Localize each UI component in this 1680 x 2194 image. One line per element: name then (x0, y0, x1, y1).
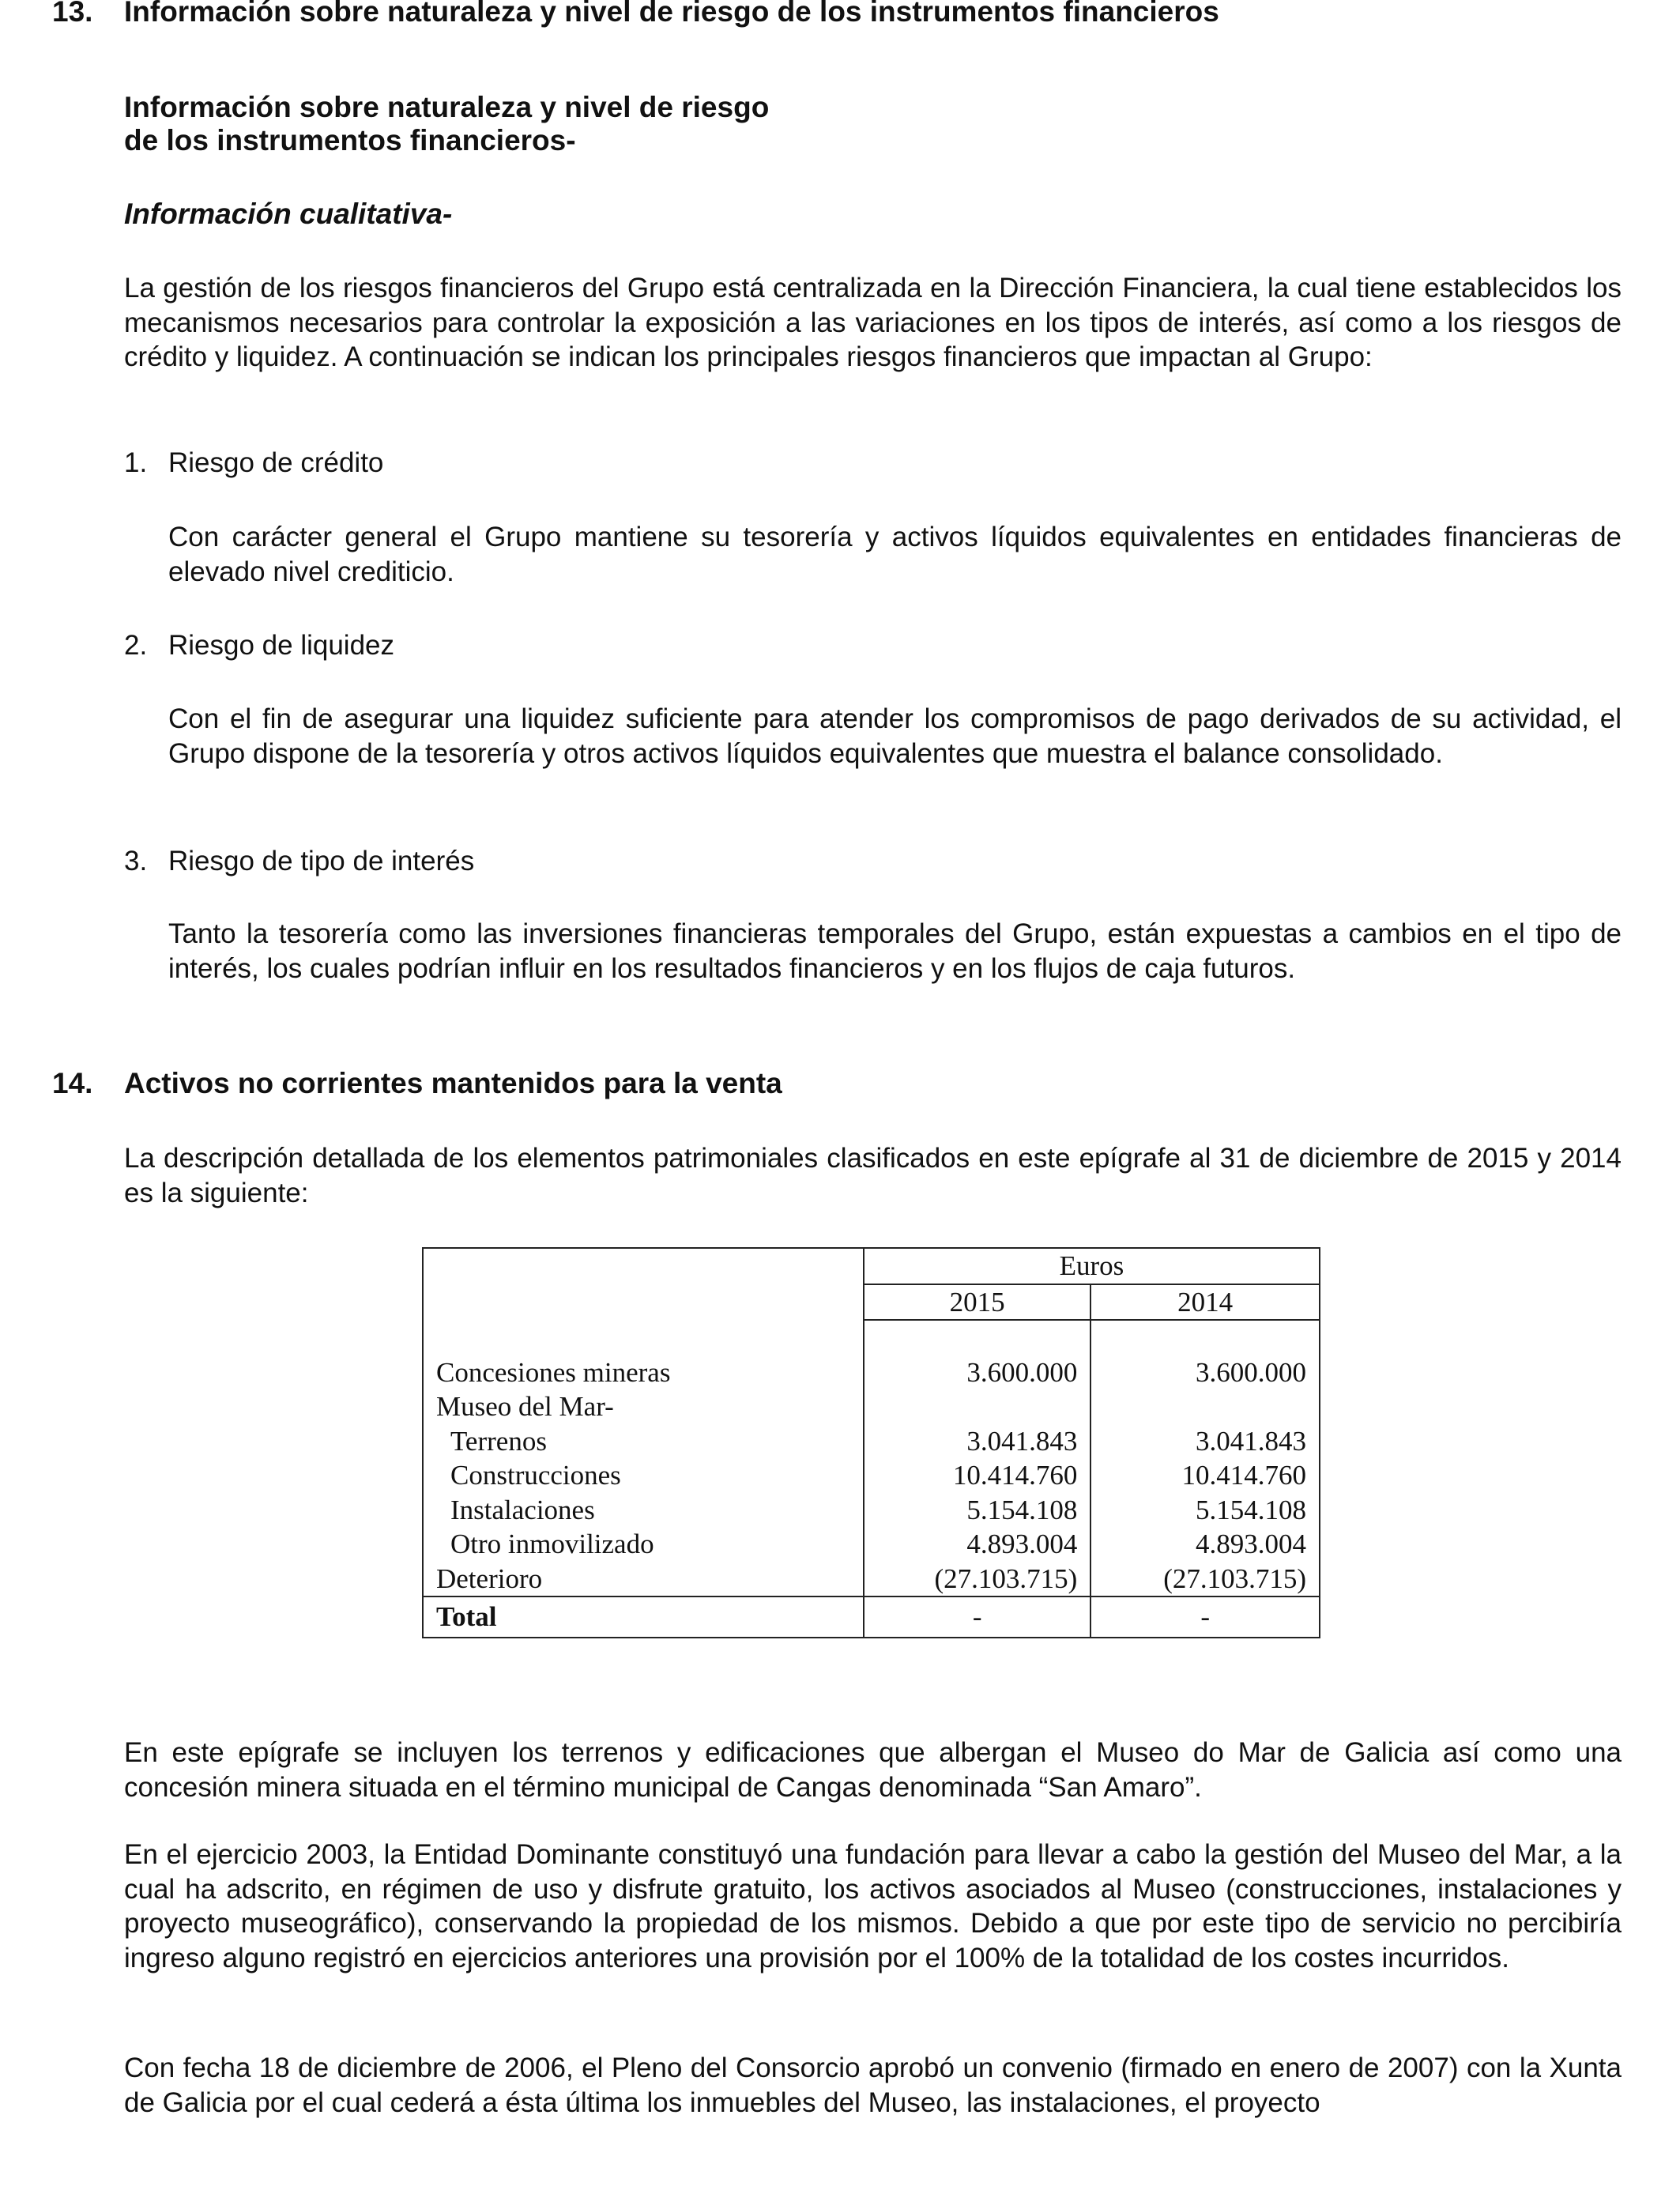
assets-held-for-sale-table (422, 1247, 1320, 1638)
section-14-intro: La descripción detallada de los elementos patrimoniales clasificados en este epígrafe al 31 de diciembre de 2015 y 2014 es la siguiente: (124, 1143, 1622, 1208)
row-value-2014: 3.600.000 (1090, 1355, 1320, 1390)
paragraph-2: En el ejercicio 2003, la Entidad Dominante constituyó una fundación para llevar a cabo la gestión del Museo del Mar, a la cual ha adscrito, en régimen de uso y disfrute gratuito, los activos asociados al Museo (construcciones, instalaciones y proyecto museográfico), conservando la propiedad de los mismos. Debido a que por este tipo de servicio no percibiría ingreso alguno registró en ejercicios anteriores una provisión por el 100% de la totalidad de los costes incurridos. (124, 1839, 1622, 1973)
table-row (423, 1355, 1320, 1390)
row-value-2014 (1090, 1389, 1320, 1424)
total-value-2014: - (1090, 1596, 1320, 1638)
row-label: Instalaciones (423, 1493, 864, 1528)
row-value-2014: 4.893.004 (1090, 1527, 1320, 1562)
table-row (423, 1424, 1320, 1459)
row-value-2015: (27.103.715) (864, 1562, 1090, 1597)
row-label: Deterioro (423, 1562, 864, 1597)
total-label: Total (423, 1596, 864, 1638)
row-value-2015: 4.893.004 (864, 1527, 1090, 1562)
subtitle-line-2: de los instrumentos financieros- (124, 124, 576, 156)
row-label: Concesiones mineras (423, 1355, 864, 1390)
row-label: Construcciones (423, 1458, 864, 1493)
row-value-2015: 5.154.108 (864, 1493, 1090, 1528)
row-label: Otro inmovilizado (423, 1527, 864, 1562)
row-value-2015: 3.600.000 (864, 1355, 1090, 1390)
section-13-heading (52, 0, 1219, 28)
row-value-2014: 10.414.760 (1090, 1458, 1320, 1493)
table-row (423, 1527, 1320, 1562)
section-14-heading (52, 1067, 782, 1100)
risk-3-number: 3. (124, 846, 148, 876)
year-header-2014: 2014 (1090, 1284, 1320, 1321)
total-value-2015: - (864, 1596, 1090, 1638)
row-value-2014: (27.103.715) (1090, 1562, 1320, 1597)
risk-1-number: 1. (124, 447, 148, 478)
row-label: Terrenos (423, 1424, 864, 1459)
row-value-2014: 5.154.108 (1090, 1493, 1320, 1528)
subtitle-line-1: Información sobre naturaleza y nivel de riesgo (124, 91, 770, 123)
row-value-2014: 3.041.843 (1090, 1424, 1320, 1459)
risk-1-title: Riesgo de crédito (168, 447, 384, 478)
table-row (423, 1562, 1320, 1597)
risk-1-heading (124, 447, 384, 479)
risk-3-text: Tanto la tesorería como las inversiones financieras temporales del Grupo, están expuestas a cambios en el tipo de interés, los cuales podrían influir en los resultados financieros y en los flujos de caja futuros. (168, 918, 1622, 984)
row-value-2015: 3.041.843 (864, 1424, 1090, 1459)
year-header-2015: 2015 (864, 1284, 1090, 1321)
table-header-years-row (423, 1284, 1320, 1321)
row-value-2015: 10.414.760 (864, 1458, 1090, 1493)
section-13-intro: La gestión de los riesgos financieros del Grupo está centralizada en la Dirección Financiera, la cual tiene establecidos los mecanismos necesarios para controlar la exposición a las variaciones en los tipos de interés, así como a los riesgos de crédito y liquidez. A continuación se indican los principales riesgos financieros que impactan al Grupo: (124, 273, 1622, 372)
risk-2-text: Con el fin de asegurar una liquidez suficiente para atender los compromisos de pago derivados de su actividad, el Grupo dispone de la tesorería y otros activos líquidos equivalentes que muestra el balance consolidado. (168, 703, 1622, 769)
table-row (423, 1458, 1320, 1493)
risk-2-number: 2. (124, 630, 148, 661)
section-13-subtitle (124, 91, 914, 157)
table-row (423, 1389, 1320, 1424)
table-row (423, 1493, 1320, 1528)
row-value-2015 (864, 1389, 1090, 1424)
qualitative-heading: Información cualitativa- (124, 198, 453, 230)
risk-3-title: Riesgo de tipo de interés (168, 846, 475, 876)
currency-header: Euros (864, 1248, 1320, 1284)
table-total-row (423, 1596, 1320, 1638)
table-header-currency-row (423, 1248, 1320, 1284)
section-14-number: 14. (52, 1067, 93, 1099)
risk-3-heading (124, 846, 475, 877)
paragraph-1: En este epígrafe se incluyen los terrenos y edificaciones que albergan el Museo do Mar de Galicia así como una concesión minera situada en el término municipal de Cangas denominada “San Amaro”. (124, 1737, 1622, 1803)
row-label: Museo del Mar- (423, 1389, 864, 1424)
risk-2-heading (124, 630, 395, 662)
table-spacer-row (423, 1320, 1320, 1355)
risk-1-text: Con carácter general el Grupo mantiene su tesorería y activos líquidos equivalentes en entidades financieras de elevado nivel crediticio. (168, 522, 1622, 587)
section-13-title: Información sobre naturaleza y nivel de riesgo de los instrumentos financieros (124, 0, 1219, 28)
paragraph-3: Con fecha 18 de diciembre de 2006, el Pleno del Consorcio aprobó un convenio (firmado en enero de 2007) con la Xunta de Galicia por el cual cederá a ésta última los inmuebles del Museo, las instalaciones, el proyecto (124, 2053, 1622, 2118)
section-13-number: 13. (52, 0, 93, 28)
section-14-title: Activos no corrientes mantenidos para la venta (124, 1067, 782, 1099)
risk-2-title: Riesgo de liquidez (168, 630, 395, 661)
